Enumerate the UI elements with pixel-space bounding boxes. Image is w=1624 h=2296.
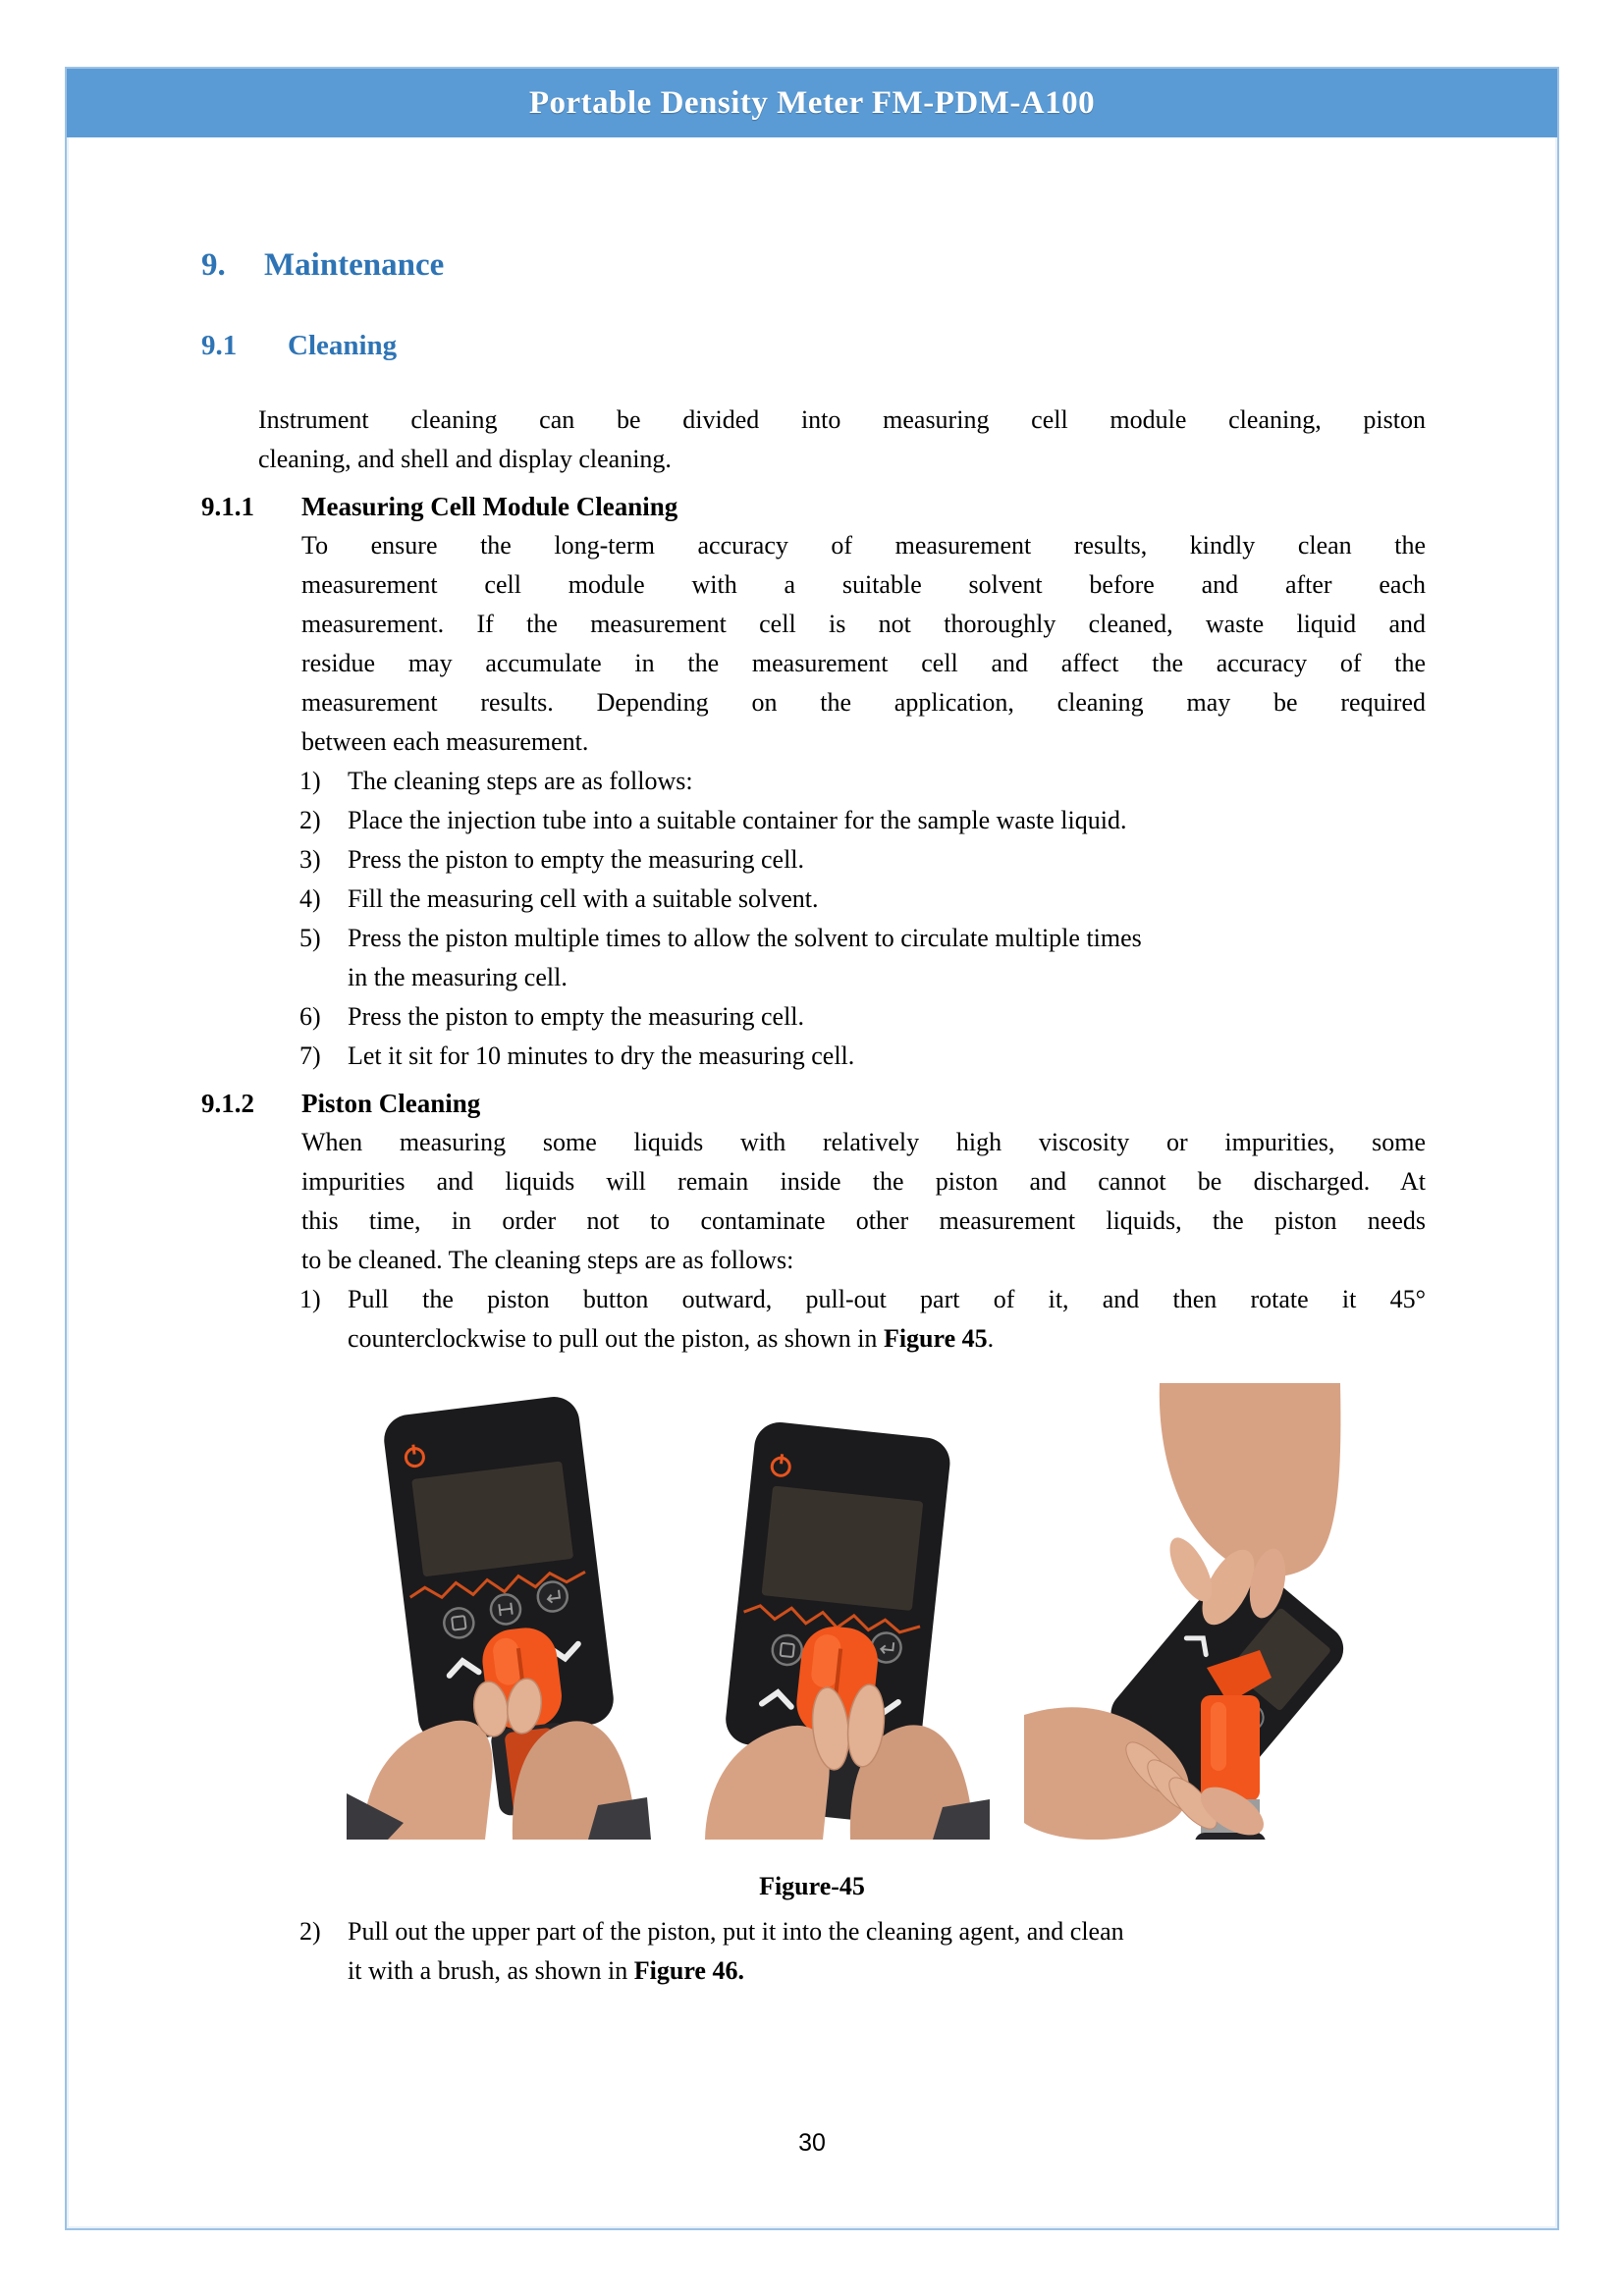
paragraph-line: residue may accumulate in the measurement cell and affect the accuracy of the xyxy=(301,649,1426,677)
list-item xyxy=(299,801,1426,840)
device-screen xyxy=(411,1461,573,1576)
document-title: Portable Density Meter FM-PDM-A100 xyxy=(528,84,1096,121)
paragraph-line: impurities and liquids will remain inside the piston and cannot be discharged. At xyxy=(301,1167,1426,1196)
paragraph-line: measurement results. Depending on the application, cleaning may be required xyxy=(301,688,1426,717)
subsection-number: 9.1 xyxy=(201,330,238,361)
figure-caption: Figure-45 xyxy=(759,1872,865,1900)
list-item-text: Press the piston to empty the measuring cell. xyxy=(348,845,805,874)
list-item-text-continued: in the measuring cell. xyxy=(348,963,568,991)
paragraph-line: To ensure the long-term accuracy of measurement results, kindly clean the xyxy=(301,531,1426,560)
list-item xyxy=(299,1037,1426,1076)
list-item-text: Let it sit for 10 minutes to dry the measuring cell. xyxy=(348,1041,855,1070)
list-item-number: 3) xyxy=(299,845,321,874)
list-item xyxy=(299,840,1426,880)
paragraph-line: this time, in order not to contaminate other measurement liquids, the piston needs xyxy=(301,1206,1426,1235)
list-item xyxy=(299,919,1426,997)
list-item-number: 6) xyxy=(299,1002,321,1031)
list-item-number: 1) xyxy=(299,1285,321,1313)
piston-shaft-highlight xyxy=(1211,1702,1226,1771)
heading-912-number: 9.1.2 xyxy=(201,1089,254,1118)
heading-911-title: Measuring Cell Module Cleaning xyxy=(301,492,678,521)
list-item-text: . xyxy=(987,1324,995,1353)
list-item xyxy=(299,1280,1426,1359)
subsection-heading-cleaning xyxy=(201,326,1557,365)
figure-reference: Figure 46. xyxy=(633,1956,744,1985)
heading-912-title: Piston Cleaning xyxy=(301,1089,481,1118)
list-item xyxy=(299,880,1426,919)
heading-911-number: 9.1.1 xyxy=(201,492,254,521)
heading-912 xyxy=(201,1084,1557,1123)
device-screen xyxy=(761,1486,923,1611)
list-item xyxy=(299,762,1426,801)
list-item-number: 7) xyxy=(299,1041,321,1070)
intro-paragraph xyxy=(258,400,1426,479)
list-item-text: The cleaning steps are as follows: xyxy=(348,767,693,795)
paragraph-line: measurement. If the measurement cell is not thoroughly cleaned, waste liquid and xyxy=(301,610,1426,638)
figure45-photo-1 xyxy=(347,1383,651,1840)
list-item-number: 5) xyxy=(299,924,321,952)
paragraph-line: cleaning, and shell and display cleaning. xyxy=(258,445,672,473)
page-border xyxy=(65,67,1559,2230)
list-item xyxy=(299,997,1426,1037)
piston-steps-list-continued xyxy=(299,1912,1426,1991)
figure-45 xyxy=(347,1383,1557,1840)
list-item-number: 2) xyxy=(299,1917,321,1946)
heading-911 xyxy=(201,487,1557,526)
paragraph-line: between each measurement. xyxy=(301,727,589,756)
paragraph-line: to be cleaned. The cleaning steps are as follows: xyxy=(301,1246,794,1274)
paragraph-line: measurement cell module with a suitable solvent before and after each xyxy=(301,570,1426,599)
list-item-line xyxy=(348,1319,1426,1359)
list-item-number: 2) xyxy=(299,806,321,834)
section-number: 9. xyxy=(201,247,226,283)
list-item-line: Pull out the upper part of the piston, put it into the cleaning agent, and clean xyxy=(348,1917,1124,1946)
list-item-text: Fill the measuring cell with a suitable solvent. xyxy=(348,884,819,913)
figure45-photo-3 xyxy=(1024,1383,1417,1840)
piston-steps-list xyxy=(299,1280,1426,1359)
list-item-number: 4) xyxy=(299,884,321,913)
paragraph-line: When measuring some liquids with relatively high viscosity or impurities, some xyxy=(301,1128,1426,1156)
list-item-number: 1) xyxy=(299,767,321,795)
document-header xyxy=(67,69,1557,137)
list-item-text: counterclockwise to pull out the piston, as shown in xyxy=(348,1324,884,1353)
subsection-title: Cleaning xyxy=(288,330,398,361)
list-item-text: Place the injection tube into a suitable container for the sample waste liquid. xyxy=(348,806,1127,834)
page-number: 30 xyxy=(798,2129,826,2157)
upper-hand xyxy=(1160,1383,1341,1632)
list-item-text: it with a brush, as shown in xyxy=(348,1956,634,1985)
piston-shaft xyxy=(1201,1695,1260,1801)
figure45-photo-2 xyxy=(685,1383,990,1840)
list-item-text: Press the piston multiple times to allow the solvent to circulate multiple times xyxy=(348,924,1142,952)
list-item xyxy=(299,1912,1426,1991)
list-item-text: Press the piston to empty the measuring cell. xyxy=(348,1002,805,1031)
list-item-line: Pull the piston button outward, pull-out part of it, and then rotate it 45° xyxy=(348,1285,1426,1313)
list-item-line xyxy=(348,1951,1426,1991)
paragraph-line: Instrument cleaning can be divided into measuring cell module cleaning, piston xyxy=(258,405,1426,434)
left-hand xyxy=(705,1726,830,1840)
s912-body-paragraph xyxy=(301,1123,1426,1280)
s911-body-paragraph xyxy=(301,526,1426,762)
figure-reference: Figure 45 xyxy=(883,1324,988,1353)
section-title: Maintenance xyxy=(264,247,445,283)
cleaning-steps-list xyxy=(299,762,1426,1076)
section-heading-maintenance xyxy=(201,243,1557,287)
